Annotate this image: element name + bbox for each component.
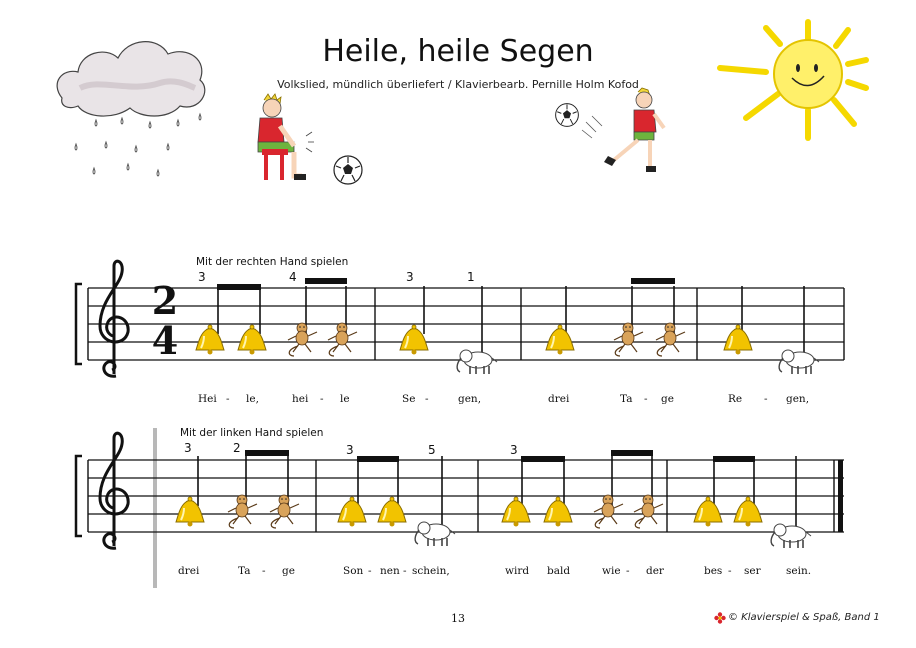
- lyric-syllable: drei: [178, 565, 200, 577]
- time-signature-top: 2: [151, 278, 179, 323]
- lyric-syllable: -: [626, 565, 630, 577]
- lyric-syllable: -: [262, 565, 266, 577]
- lyric-syllable: -: [644, 393, 648, 405]
- lyric-syllable: -: [368, 565, 372, 577]
- lyric-syllable: gen,: [786, 393, 810, 405]
- lyric-syllable: Ta: [238, 565, 251, 577]
- song-credit: Volkslied, mündlich überliefert / Klavierbearb. Pernille Holm Kofod: [277, 78, 639, 91]
- lyric-syllable: ge: [661, 393, 674, 405]
- fingering-number: 3: [406, 270, 414, 284]
- lyric-syllable: Se: [402, 393, 416, 405]
- lyric-syllable: le,: [246, 393, 259, 405]
- lyric-syllable: -: [320, 393, 324, 405]
- fingering-number: 5: [428, 443, 436, 457]
- flower-icon: [714, 612, 726, 624]
- fingering-number: 3: [510, 443, 518, 457]
- lyric-syllable: bald: [547, 565, 571, 577]
- lyric-syllable: gen,: [458, 393, 482, 405]
- lyric-syllable: wird: [505, 565, 530, 577]
- lyric-syllable: bes: [704, 565, 723, 577]
- fingering-number: 3: [198, 270, 206, 284]
- page-number: 13: [451, 612, 465, 625]
- lyric-syllable: nen: [380, 565, 400, 577]
- lyric-syllable: Son: [343, 565, 364, 577]
- lyric-syllable: -: [226, 393, 230, 405]
- lyric-syllable: -: [728, 565, 732, 577]
- fingering-number: 3: [184, 441, 192, 455]
- lyric-syllable: der: [646, 565, 664, 577]
- lyric-syllable: hei: [292, 393, 309, 405]
- lyric-syllable: ge: [282, 565, 295, 577]
- lyric-syllable: Re: [728, 393, 743, 405]
- lyric-syllable: -: [764, 393, 768, 405]
- page-title: Heile, heile Segen: [322, 34, 594, 69]
- right-hand-instruction: Mit der rechten Hand spielen: [196, 256, 349, 268]
- left-hand-instruction: Mit der linken Hand spielen: [180, 427, 324, 439]
- fingering-number: 2: [233, 441, 241, 455]
- lyric-syllable: -: [403, 565, 407, 577]
- lyric-syllable: -: [425, 393, 429, 405]
- lyric-syllable: ser: [744, 565, 761, 577]
- time-signature-bottom: 4: [151, 318, 179, 363]
- fingering-number: 4: [289, 270, 297, 284]
- copyright-notice: © Klavierspiel & Spaß, Band 1: [728, 612, 880, 623]
- lyric-syllable: wie: [602, 565, 621, 577]
- lyric-syllable: Ta: [620, 393, 633, 405]
- lyric-syllable: le: [340, 393, 350, 405]
- lyric-syllable: sein.: [786, 565, 812, 577]
- lyric-syllable: Hei: [198, 393, 217, 405]
- lyric-syllable: drei: [548, 393, 570, 405]
- fingering-number: 3: [346, 443, 354, 457]
- fingering-number: 1: [467, 270, 475, 284]
- lyric-syllable: schein,: [412, 565, 450, 577]
